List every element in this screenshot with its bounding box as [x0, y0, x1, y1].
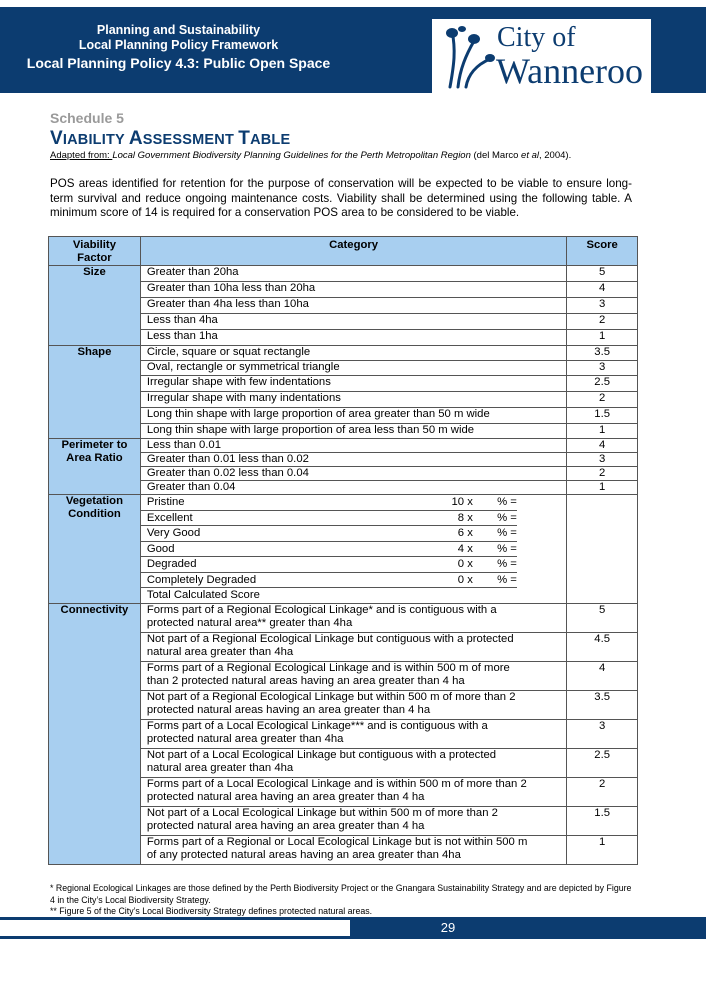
category-line-1: Not part of a Regional Ecological Linkage but within 500 m of more than 2 — [146, 691, 516, 703]
category-cell: Irregular shape with few indentations — [140, 376, 566, 392]
title-t: T — [238, 128, 251, 149]
score-cell: 1 — [567, 481, 638, 495]
veg-pct: % = — [497, 573, 517, 586]
veg-name: Completely Degraded — [146, 573, 257, 586]
category-cell — [140, 720, 566, 749]
score-cell: 1.5 — [567, 408, 638, 424]
category-cell: Greater than 20ha — [140, 266, 566, 282]
footnotes — [50, 883, 632, 918]
header-category: Category — [140, 237, 566, 266]
veg-name: Good — [146, 542, 175, 555]
header-score: Score — [567, 237, 638, 266]
table-row — [49, 495, 638, 604]
vegetation-row — [141, 557, 517, 573]
category-cell — [140, 807, 566, 836]
category-cell: Less than 0.01 — [140, 439, 566, 453]
adapted-cite-pre: (del Marco — [470, 150, 522, 161]
factor-vegetation — [49, 495, 141, 604]
header-line-2: Local Planning Policy Framework — [78, 38, 279, 52]
header-titles — [0, 23, 357, 72]
score-cell: 3.5 — [567, 691, 638, 720]
table-header-row — [49, 237, 638, 266]
score-cell: 3.5 — [567, 346, 638, 361]
page-title — [50, 128, 290, 150]
score-cell: 1 — [567, 330, 638, 346]
adapted-source: Local Government Biodiversity Planning Guidelines for the Perth Metropolitan Region — [112, 150, 471, 161]
title-part-2: SSESSMENT — [142, 132, 239, 148]
vegetation-row — [141, 511, 517, 527]
vegetation-row — [141, 542, 517, 558]
score-cell: 3 — [567, 298, 638, 314]
category-line-2: protected natural area having an area greater than 4 ha — [146, 820, 425, 832]
category-line-2: of any protected natural areas having an area greater than 4ha — [146, 849, 461, 861]
schedule-label: Schedule 5 — [50, 110, 124, 126]
category-line-1: Not part of a Regional Ecological Linkage but contiguous with a protected — [146, 633, 514, 645]
factor-size: Size — [49, 266, 141, 346]
category-cell: Long thin shape with large proportion of area less than 50 m wide — [140, 424, 566, 439]
category-line-2: protected natural area** greater than 4ha — [146, 617, 353, 629]
veg-mult: 8 x — [457, 511, 473, 524]
veg-name: Very Good — [146, 527, 201, 539]
veg-pct: % = — [497, 558, 517, 570]
title-a: A — [128, 128, 143, 149]
header-line-3: Local Planning Policy 4.3: Public Open Space — [26, 55, 331, 71]
table-row — [49, 346, 638, 361]
score-cell: 1.5 — [567, 807, 638, 836]
score-cell: 2 — [567, 778, 638, 807]
category-cell: Greater than 0.04 — [140, 481, 566, 495]
category-cell — [140, 836, 566, 865]
category-cell — [140, 633, 566, 662]
factor-vegetation-line-2: Condition — [68, 508, 121, 520]
logo-city-text: City of — [497, 22, 576, 53]
factor-shape: Shape — [49, 346, 141, 439]
category-line-1: Forms part of a Local Ecological Linkage*** and is contiguous with a — [146, 720, 488, 732]
category-cell: Less than 4ha — [140, 314, 566, 330]
veg-pct: % = — [497, 511, 517, 524]
score-cell: 2 — [567, 467, 638, 481]
veg-name: Excellent — [146, 511, 193, 524]
category-line-2: natural area greater than 4ha — [146, 646, 294, 658]
category-cell: Less than 1ha — [140, 330, 566, 346]
score-cell: 3 — [567, 453, 638, 467]
score-cell: 5 — [567, 604, 638, 633]
category-line-2: protected natural area having an area greater than 4 ha — [146, 791, 425, 803]
veg-pct: % = — [497, 542, 517, 555]
factor-perimeter-line-1: Perimeter to — [61, 439, 128, 451]
score-cell: 4 — [567, 662, 638, 691]
veg-name: Degraded — [146, 558, 197, 570]
factor-perimeter-line-2: Area Ratio — [66, 452, 123, 464]
category-cell — [140, 749, 566, 778]
category-line-1: Not part of a Local Ecological Linkage but contiguous with a protected — [146, 749, 497, 761]
kangaroo-paw-logo-icon — [440, 25, 496, 89]
category-cell: Greater than 4ha less than 10ha — [140, 298, 566, 314]
category-cell — [140, 604, 566, 633]
vegetation-row — [141, 573, 517, 589]
score-cell: 4 — [567, 439, 638, 453]
adapted-label: Adapted from: — [50, 150, 113, 161]
category-cell: Greater than 0.01 less than 0.02 — [140, 453, 566, 467]
category-line-1: Forms part of a Local Ecological Linkage and is within 500 m of more than 2 — [146, 778, 527, 790]
score-cell: 3 — [567, 361, 638, 376]
title-v: V — [50, 128, 63, 149]
vegetation-cell — [140, 495, 566, 604]
category-line-1: Forms part of a Regional Ecological Linkage and is within 500 m of more — [146, 662, 510, 674]
score-cell — [567, 495, 638, 604]
score-cell: 3 — [567, 720, 638, 749]
score-cell: 1 — [567, 836, 638, 865]
header-factor: Viability Factor — [49, 237, 141, 266]
category-cell — [140, 778, 566, 807]
category-line-2: than 2 protected natural areas having an area greater than 4 ha — [146, 675, 465, 687]
category-cell: Long thin shape with large proportion of area greater than 50 m wide — [140, 408, 566, 424]
header-line-1: Planning and Sustainability — [96, 23, 261, 37]
title-part-3: ABLE — [250, 132, 291, 148]
score-cell: 2.5 — [567, 376, 638, 392]
adapted-cite-etal: et al — [521, 150, 539, 161]
footnote-1: * Regional Ecological Linkages are those defined by the Perth Biodiversity Project or the Gnangara Sustainability Strategy and are depicted by Figure 4 in the City’s Local Biodiversity Strategy. — [50, 883, 632, 905]
factor-perimeter — [49, 439, 141, 495]
category-line-2: natural area greater than 4ha — [146, 762, 294, 774]
adapted-cite-post: , 2004). — [539, 150, 572, 161]
veg-mult: 0 x — [457, 558, 473, 570]
category-cell: Irregular shape with many indentations — [140, 392, 566, 408]
category-cell — [140, 691, 566, 720]
score-cell: 2 — [567, 392, 638, 408]
category-line-2: protected natural areas having an area greater than 4 ha — [146, 704, 431, 716]
veg-pct: % = — [497, 527, 517, 539]
factor-vegetation-line-1: Vegetation — [65, 495, 123, 507]
category-cell: Greater than 0.02 less than 0.04 — [140, 467, 566, 481]
veg-mult: 10 x — [451, 496, 473, 508]
category-line-1: Forms part of a Regional Ecological Linkage* and is contiguous with a — [146, 604, 497, 616]
category-line-1: Forms part of a Regional or Local Ecological Linkage but is not within 500 m — [146, 836, 528, 848]
category-line-2: protected natural area greater than 4ha — [146, 733, 344, 745]
table-row — [49, 439, 638, 453]
title-part-1: IABILITY — [62, 132, 129, 148]
category-cell: Greater than 10ha less than 20ha — [140, 282, 566, 298]
score-cell: 5 — [567, 266, 638, 282]
score-cell: 2.5 — [567, 749, 638, 778]
veg-mult: 6 x — [457, 527, 473, 539]
veg-name: Pristine — [146, 496, 185, 508]
vegetation-row — [141, 526, 517, 542]
veg-mult: 4 x — [457, 542, 473, 555]
category-cell: Oval, rectangle or symmetrical triangle — [140, 361, 566, 376]
table-row — [49, 604, 638, 633]
category-cell — [140, 662, 566, 691]
footnote-2: ** Figure 5 of the City’s Local Biodiversity Strategy defines protected natural areas. — [50, 906, 373, 916]
category-line-1: Not part of a Local Ecological Linkage but within 500 m of more than 2 — [146, 807, 498, 819]
factor-connectivity: Connectivity — [49, 604, 141, 865]
city-logo — [432, 19, 651, 94]
score-cell: 1 — [567, 424, 638, 439]
intro-paragraph: POS areas identified for retention for the purpose of conservation will be expected to be viable to ensure long-term survival and reduce ongoing maintenance costs. Viability shall be determined using the following table. A minimum score of 14 is required for a conservation POS area to be considered to be viable. — [50, 177, 632, 219]
page-number: 29 — [440, 920, 456, 935]
table-row — [49, 266, 638, 282]
page-header — [0, 7, 706, 93]
score-cell: 4 — [567, 282, 638, 298]
veg-mult: 0 x — [457, 573, 473, 586]
footer-left-panel — [0, 920, 350, 936]
score-cell: 2 — [567, 314, 638, 330]
veg-pct: % = — [497, 496, 517, 508]
adapted-from — [50, 150, 571, 161]
vegetation-row — [141, 495, 517, 511]
viability-table — [48, 236, 638, 865]
vegetation-total: Total Calculated Score — [146, 589, 260, 601]
category-cell: Circle, square or squat rectangle — [140, 346, 566, 361]
score-cell: 4.5 — [567, 633, 638, 662]
logo-name-text: Wanneroo — [496, 51, 644, 91]
